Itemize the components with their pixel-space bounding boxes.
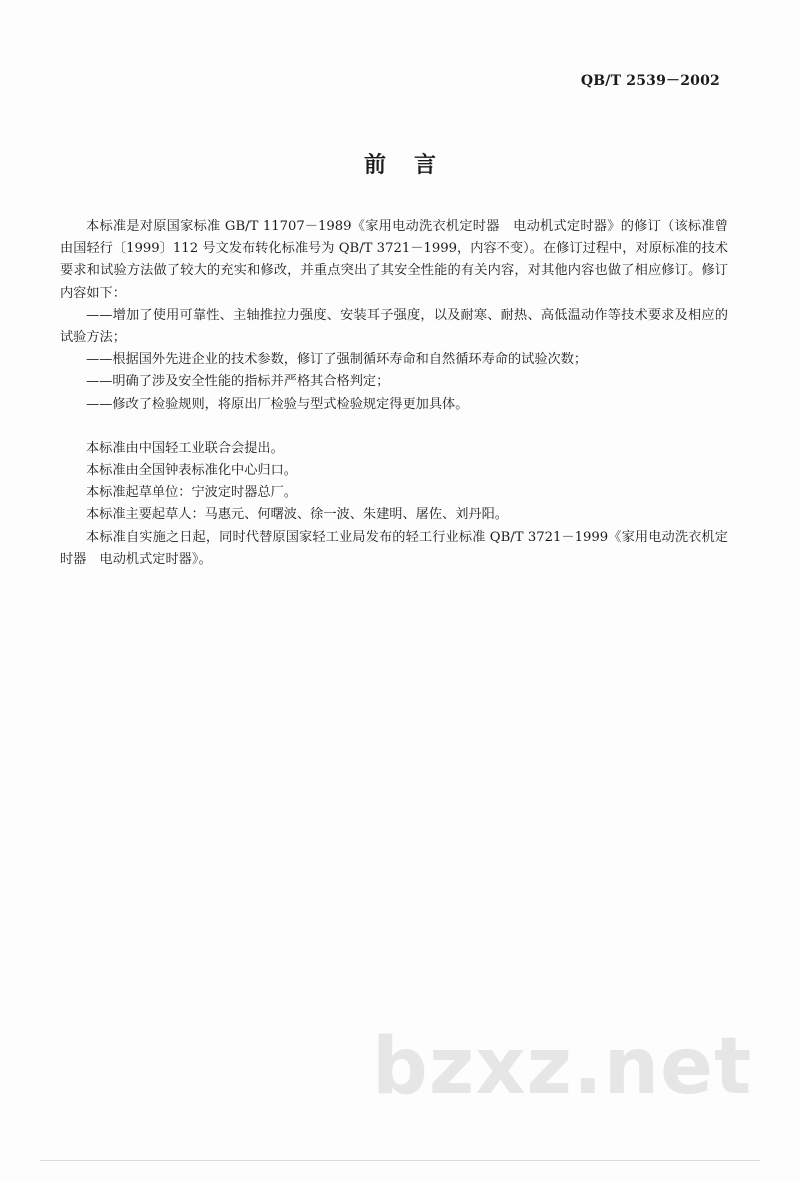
page-title: 前言 xyxy=(363,152,464,178)
revision-item-2: ——根据国外先进企业的技术参数，修订了强制循环寿命和自然循环寿命的试验次数； xyxy=(86,352,588,368)
revision-item-3: ——明确了涉及安全性能的指标并严格其合格判定； xyxy=(86,374,390,390)
paragraph-gap xyxy=(60,416,728,438)
document-body xyxy=(60,216,728,571)
revision-item-1: ——增加了使用可靠性、主轴推拉力强度、安装耳子强度，以及耐寒、耐热、高低温动作等技术要求及相应的试验方法； xyxy=(60,307,728,346)
intro-paragraph: 本标准是对原国家标准 GB/T 11707－1989《家用电动洗衣机定时器 电动机式定时器》的修订（该标准曾由国轻行〔1999〕112 号文发布转化标准号为 QB/T 3721－1999，内容不变）。在修订过程中，对原标准的技术要求和试验方法做了较大的充实和修改，并重点突出了其安全性能的有关内容，对其他内容也做了相应修订。修订内容如下： xyxy=(60,219,728,301)
drafters-paragraph: 本标准主要起草人：马惠元、何曙波、徐一波、朱建明、屠佐、刘丹阳。 xyxy=(86,507,508,523)
watermark-logo: bzxz.net xyxy=(372,1022,753,1112)
drafting-unit-paragraph: 本标准起草单位：宁波定时器总厂。 xyxy=(86,485,297,501)
revision-item-4: ——修改了检验规则，将原出厂检验与型式检验规定得更加具体。 xyxy=(86,396,469,412)
page-bottom-divider xyxy=(40,1160,760,1161)
proposer-paragraph: 本标准由中国轻工业联合会提出。 xyxy=(86,440,284,456)
standard-code: QB/T 2539－2002 xyxy=(580,73,720,89)
replacement-paragraph: 本标准自实施之日起，同时代替原国家轻工业局发布的轻工行业标准 QB/T 3721－1999《家用电动洗衣机定时器 电动机式定时器》。 xyxy=(60,529,728,567)
administrator-paragraph: 本标准由全国钟表标准化中心归口。 xyxy=(86,463,297,479)
